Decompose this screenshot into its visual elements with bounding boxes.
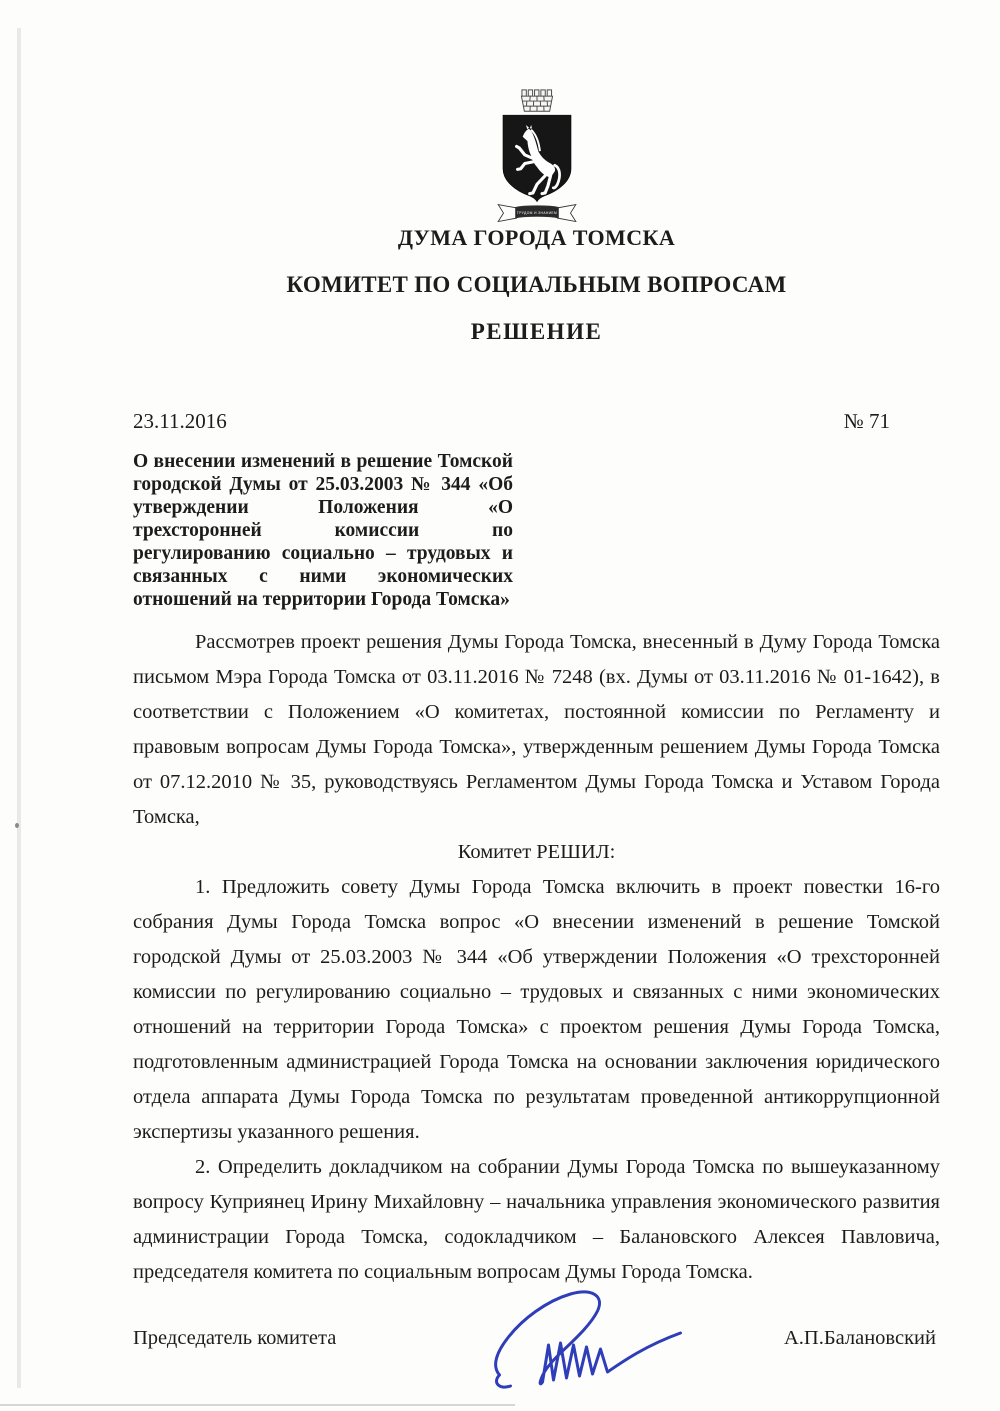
resolution-item-2: 2. Определить докладчиком на собрании Думы Города Томска по вышеуказанному вопросу Куприянец Ирину Михайловну – начальника управления экономического развития администрации Города Томска, содокладчиком – Балановского Алексея Павловича, председателя комитета по социальным вопросам Думы Города Томска. xyxy=(133,1156,940,1283)
coat-of-arms xyxy=(133,0,940,222)
handwritten-signature xyxy=(480,1286,695,1401)
intro-paragraph: Рассмотрев проект решения Думы Города Томска, внесенный в Думу Города Томска письмом Мэра Города Томска от 03.11.2016 № 7248 (вх. Думы от 03.11.2016 № 01-1642), в соответствии с Положением «О комитетах, постоянной комиссии по Регламенту и правовым вопросам Думы Города Томска», утвержденным решением Думы Города Томска от 07.12.2010 № 35, руководствуясь Регламентом Думы Города Томска и Уставом Города Томска, xyxy=(133,631,940,828)
resolution-item-1: 1. Предложить совету Думы Города Томска включить в проект повестки 16-го собрания Думы Города Томска вопрос «О внесении изменений в решение Томской городской Думы от 25.03.2003 № 344 «Об утверждении Положения «О трехсторонней комиссии по регулированию социально – трудовых и связанных с ними экономических отношений на территории Города Томска» с проектом решения Думы Города Томска, подготовленным администрацией Города Томска на основании заключения юридического отдела аппарата Думы Города Томска по результатам проведенной антикоррупционной экспертизы указанного решения. xyxy=(133,876,940,1143)
doc-subject: О внесении изменений в решение Томской городской Думы от 25.03.2003 № 344 «Об утверждении Положения «О трехсторонней комиссии по регулированию социально – трудовых и связанных с ними экономических отношений на территории Города Томска» xyxy=(133,451,513,610)
scan-bottom-line xyxy=(0,1404,515,1406)
resolution-heading: Комитет РЕШИЛ: xyxy=(457,841,616,863)
doc-date: 23.11.2016 xyxy=(133,409,227,433)
tomsk-coat-of-arms-icon xyxy=(487,86,587,222)
mural-crown-icon xyxy=(521,90,552,111)
scan-edge-streak xyxy=(17,28,21,1388)
signature-name: А.П.Балановский xyxy=(783,1327,936,1349)
motto-text: ТРУДОМ И ЗНАНИЕМ xyxy=(516,210,557,215)
org-title: ДУМА ГОРОДА ТОМСКА xyxy=(397,225,676,250)
scan-speck xyxy=(15,823,19,828)
document-content xyxy=(133,0,940,1352)
doc-number: № 71 xyxy=(843,409,890,433)
doc-type-title: РЕШЕНИЕ xyxy=(470,319,603,344)
signature-title: Председатель комитета xyxy=(133,1327,337,1349)
committee-title: КОМИТЕТ ПО СОЦИАЛЬНЫМ ВОПРОСАМ xyxy=(286,272,787,297)
meta-row xyxy=(133,407,940,435)
